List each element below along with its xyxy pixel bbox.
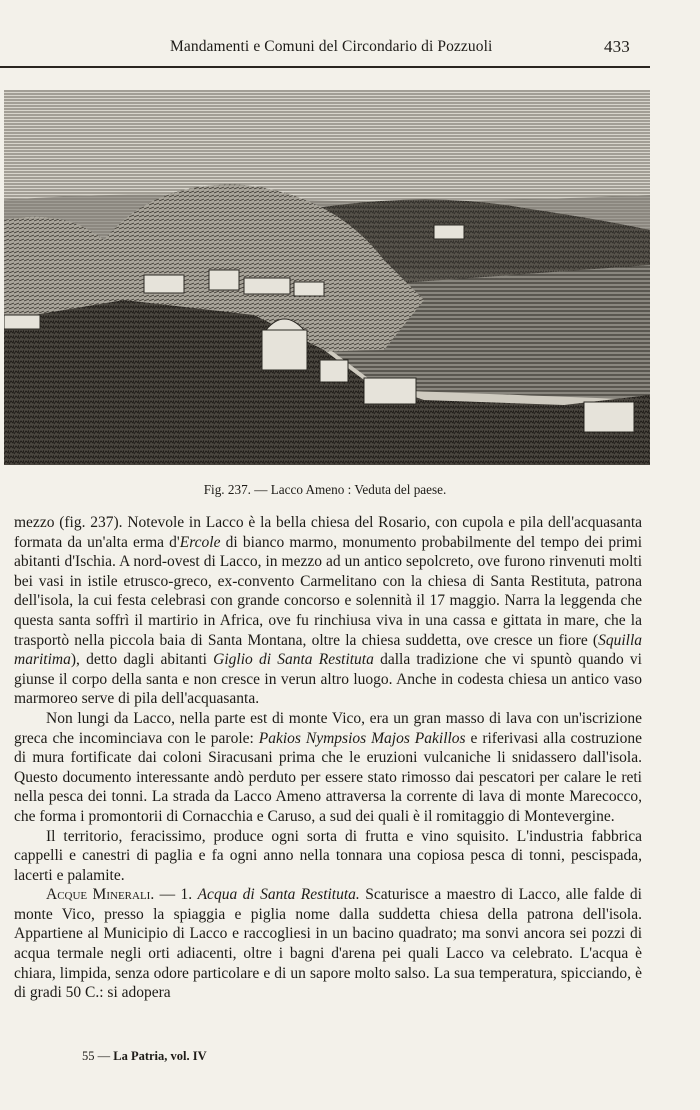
signature-mark: 55 [82, 1049, 95, 1063]
paragraph [14, 709, 642, 827]
text-run: di bianco marmo, monumento probabilmente del tempo dei primi abitanti d'Ischia. A nord-ovest di Lacco, in mezzo ad un antico sepolcreto, ove furono rinvenuti molti bei vasi in istile etrusco-greco, ex-convento Carmelitano con la chiesa di Santa Restituta, patrona dell'isola, la cui festa celebrasi con grande concorso e solennità il 17 maggio. Narra la leggenda che questa santa soffrì il martirio in Africa, ove fu rinchiusa viva in una cassa e gittata in mare, che la trasportò nella piccola baia di Santa Montana, oltre la chiesa suddetta, ove cresce un fiore ( [14, 533, 643, 649]
text-run: mezzo (fig. 237). Notevole in Lacco è la bella chiesa del Rosario, con cupola e pila dell'acquasanta formata da un'alta erma d' [14, 514, 642, 551]
figure-caption: Fig. 237. — Lacco Ameno : Veduta del paese. [203, 482, 447, 497]
italic-term: Pakios Nympsios Majos Pakillos [258, 729, 466, 747]
italic-term: Giglio di Santa Restituta [213, 651, 374, 669]
italic-term: Squilla maritima [14, 631, 642, 669]
page-number: 433 [604, 37, 630, 56]
text-run: ), detto dagli abitanti [70, 651, 214, 669]
text-run: e riferivasi alla costruzione di mura fortificate dai coloni Siracusani prima che le eruzioni vulcaniche li snidassero dall'isola. Questo documento interessante andò perduto per essere stato rimosso dai pescatori per calare le reti nella pesca dei tonni. La strada da Lacco Ameno attraversa la corrente di lava di monte Marecocco, che forma i promontorii di Cornacchia e Caruso, a sud dei quali è il romitaggio di Montevergine. [14, 729, 642, 825]
italic-term: Acqua di Santa Restituta. [197, 886, 360, 904]
page-footer [82, 1049, 207, 1064]
paragraph [14, 885, 642, 1003]
italic-term: Ercole [179, 533, 221, 551]
running-title: Mandamenti e Comuni del Circondario di Pozzuoli [170, 38, 493, 55]
paragraph [14, 827, 642, 886]
header-rule [0, 66, 650, 68]
paragraph [14, 513, 642, 709]
text-run: Scaturisce a maestro di Lacco, alle falde di monte Vico, presso la spiaggia e piglia nome dalla suddetta chiesa della patrona dell'isola. Appartiene al Municipio di Lacco e raccogliesi in un bacino quadrato; ma sonvi ancora sei pozzi di acqua termale negli orti adiacenti, oltre i bagni d'arena pei quali Lacco va celebrato. L'acqua è chiara, limpida, senza odore particolare e di un sapore molto salso. La sua temperatura, spicciando, è di gradi 50 C.: si adopera [14, 886, 642, 1002]
text-run: Non lungi da Lacco, nella parte est di monte Vico, era un gran masso di lava con un'iscrizione greca che incominciava con le parole: [14, 709, 642, 747]
work-title: La Patria [113, 1049, 165, 1063]
text-run: Il territorio, feracissimo, produce ogni sorta di frutta e vino squisito. L'industria fabbrica cappelli e canestri di paglia e fa ogni anno nella tonnara una copiosa pesca di tonni, pescispada, lacerti e palamite. [14, 827, 642, 884]
engraving-illustration [4, 90, 650, 465]
text-run: dalla tradizione che vi spuntò quando vi giunse il corpo della santa e non cresce in verun altro luogo. Anche in codesta chiesa un antico vaso marmoreo serve di pila dell'acquasanta. [14, 651, 642, 708]
text-run: — 1. [154, 886, 198, 904]
footer-dash: — [94, 1049, 114, 1063]
section-heading: Acque Minerali. [46, 886, 155, 904]
volume-label: , vol. IV [164, 1049, 207, 1063]
body-text [14, 513, 642, 1003]
